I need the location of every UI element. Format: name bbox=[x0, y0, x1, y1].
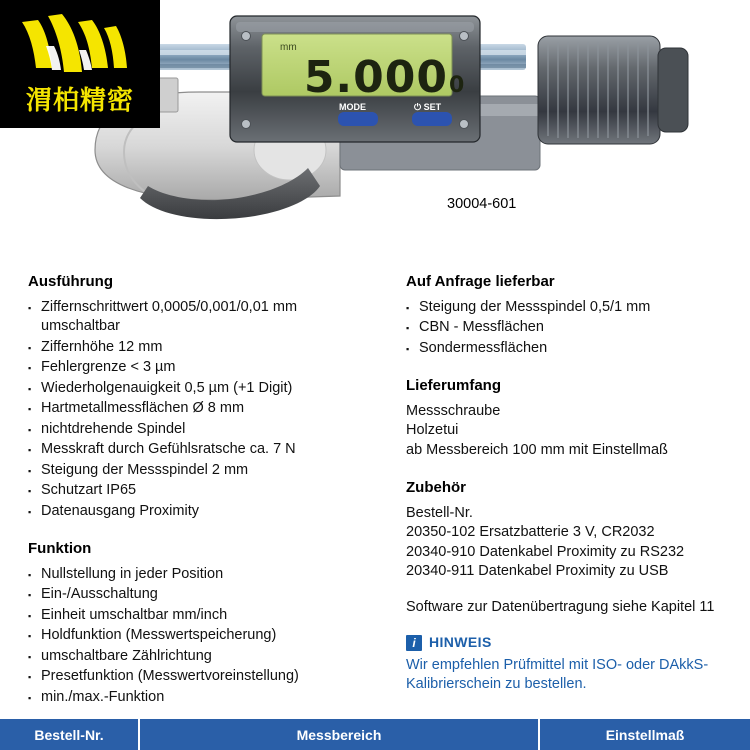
list-item: ▪ Schutzart IP65 bbox=[28, 481, 378, 501]
heading-ausfuehrung: Ausführung bbox=[28, 273, 113, 290]
hinweis-header bbox=[406, 633, 736, 653]
zubehoer-line: 20340-910 Datenkabel Proximity zu RS232 bbox=[406, 543, 685, 560]
svg-text:MODE: MODE bbox=[339, 102, 366, 112]
lieferumfang-line: ab Messbereich 100 mm mit Einstellmaß bbox=[406, 441, 668, 458]
left-text-column bbox=[28, 272, 378, 708]
list-item: ▪ Hartmetallmessflächen Ø 8 mm bbox=[28, 399, 378, 419]
right-text-column bbox=[406, 272, 736, 694]
table-header-row bbox=[0, 717, 750, 750]
thimble bbox=[538, 36, 688, 144]
list-item: ▪ umschaltbare Zählrichtung bbox=[28, 647, 378, 667]
auf-anfrage-list bbox=[406, 298, 736, 359]
svg-text:0: 0 bbox=[449, 73, 465, 98]
lieferumfang-line: Messschraube bbox=[406, 402, 501, 419]
svg-text:5.000: 5.000 bbox=[303, 52, 448, 103]
lieferumfang-line: Holzetui bbox=[406, 422, 459, 438]
list-item: ▪ Ziffernhöhe 12 mm bbox=[28, 338, 378, 358]
list-item: ▪ Fehlergrenze < 3 µm bbox=[28, 358, 378, 378]
list-item: ▪ Datenausgang Proximity bbox=[28, 502, 378, 522]
svg-text:mm: mm bbox=[280, 42, 297, 53]
part-number: 30004-601 bbox=[447, 196, 517, 212]
list-item: ▪ Ziffernschrittwert 0,0005/0,001/0,01 mm umschaltbar bbox=[28, 298, 378, 337]
list-item: ▪ Wiederholgenauigkeit 0,5 µm (+1 Digit) bbox=[28, 379, 378, 399]
zubehoer-line: Bestell-Nr. bbox=[406, 504, 473, 521]
list-item: ▪ CBN - Messflächen bbox=[406, 318, 736, 338]
heading-zubehoer: Zubehör bbox=[406, 479, 466, 496]
list-item: ▪ Presetfunktion (Messwertvoreinstellung) bbox=[28, 667, 378, 687]
table-header-einstellmass: Einstellmaß bbox=[540, 719, 750, 750]
company-name: 渭柏精密 bbox=[25, 86, 134, 116]
funktion-list bbox=[28, 565, 378, 708]
list-item: ▪ Ein-/Ausschaltung bbox=[28, 585, 378, 605]
software-note: Software zur Datenübertragung siehe Kapitel 11 bbox=[406, 598, 715, 615]
mountain-logo-icon bbox=[0, 6, 160, 84]
table-header-messbereich: Messbereich bbox=[140, 719, 540, 750]
digital-display-head bbox=[230, 16, 480, 142]
company-logo bbox=[0, 0, 160, 128]
table-header-bestellnr: Bestell-Nr. bbox=[0, 719, 140, 750]
info-icon: i bbox=[406, 635, 422, 651]
ausfuehrung-list bbox=[28, 298, 378, 522]
list-item: ▪ Holdfunktion (Messwertspeicherung) bbox=[28, 626, 378, 646]
zubehoer-line: 20350-102 Ersatzbatterie 3 V, CR2032 bbox=[406, 524, 655, 540]
list-item: ▪ Nullstellung in jeder Position bbox=[28, 565, 378, 585]
svg-text:⏻ SET: ⏻ SET bbox=[414, 102, 442, 112]
list-item: ▪ nichtdrehende Spindel bbox=[28, 420, 378, 440]
heading-lieferumfang: Lieferumfang bbox=[406, 377, 502, 394]
heading-auf-anfrage: Auf Anfrage lieferbar bbox=[406, 273, 555, 290]
list-item: ▪ Messkraft durch Gefühlsratsche ca. 7 N bbox=[28, 440, 378, 460]
list-item: ▪ Einheit umschaltbar mm/inch bbox=[28, 606, 378, 626]
zubehoer-line: 20340-911 Datenkabel Proximity zu USB bbox=[406, 563, 669, 579]
list-item: ▪ Sondermessflächen bbox=[406, 339, 736, 359]
hinweis-text: Wir empfehlen Prüfmittel mit ISO- oder DAkkS-Kalibrierschein zu bestellen. bbox=[406, 656, 709, 692]
list-item: ▪ Steigung der Messspindel 2 mm bbox=[28, 461, 378, 481]
list-item: ▪ min./max.-Funktion bbox=[28, 688, 378, 708]
heading-funktion: Funktion bbox=[28, 540, 92, 557]
list-item: ▪ Steigung der Messspindel 0,5/1 mm bbox=[406, 298, 736, 318]
hinweis-title: HINWEIS bbox=[429, 634, 492, 650]
